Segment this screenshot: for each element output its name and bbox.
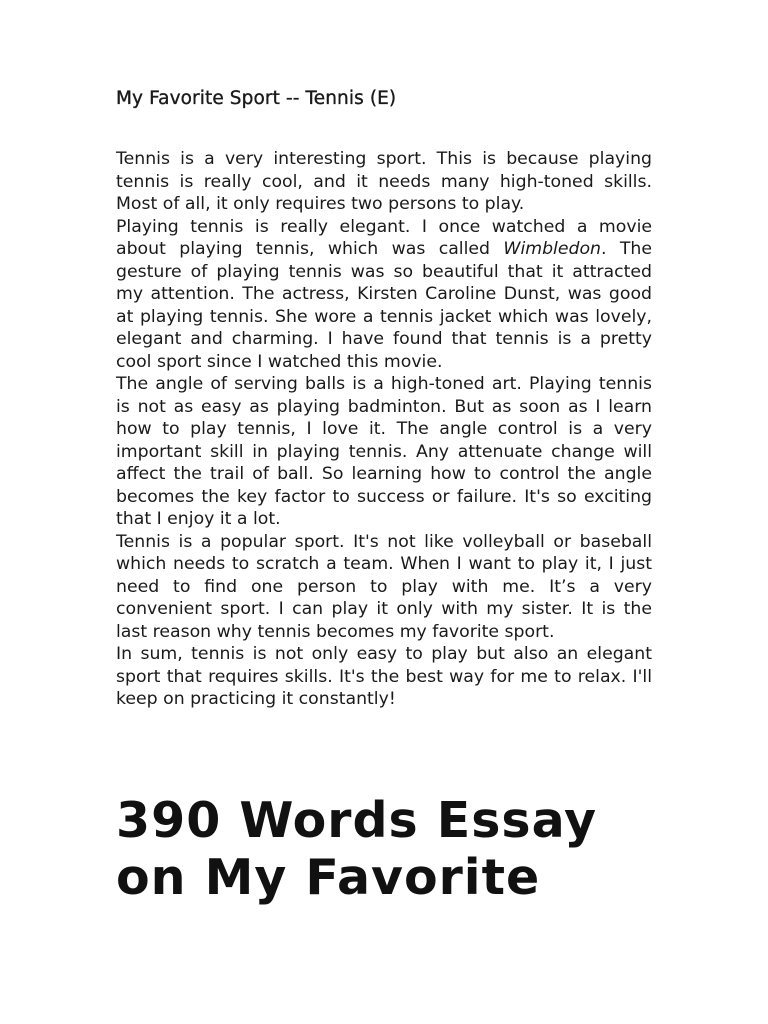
- paragraph-2-text-after: . The gesture of playing tennis was so beautiful that it attracted my attention. The actress, Kirsten Caroline Dunst, was good at playing tennis. She wore a tennis jacket which was lovely, elegant and charming. I have found that tennis is a pretty cool sport since I watched this movie.: [116, 239, 652, 372]
- essay-body: [116, 148, 652, 711]
- page-heading-line-2: on My Favorite: [116, 849, 541, 906]
- paragraph-5: In sum, tennis is not only easy to play but also an elegant sport that requires skills. It's the best way for me to relax. I'll keep on practicing it constantly!: [116, 644, 652, 709]
- paragraph-2-text-before: Playing tennis is really elegant. I once watched a movie about playing tennis, which was called: [116, 216, 652, 259]
- movie-title: Wimbledon: [503, 239, 601, 259]
- paragraph-1: Tennis is a very interesting sport. This is because playing tennis is really cool, and it needs many high-toned skills. Most of all, it only requires two persons to play.: [116, 149, 652, 214]
- paragraph-2: [116, 216, 652, 374]
- paragraph-3: The angle of serving balls is a high-toned art. Playing tennis is not as easy as playing badminton. But as soon as I learn how to play tennis, I love it. The angle control is a very important skill in playing tennis. Any attenuate change will affect the trail of ball. So learning how to control the angle becomes the key factor to success or failure. It's so exciting that I enjoy it a lot.: [116, 374, 652, 529]
- document-title: My Favorite Sport -- Tennis (E): [116, 88, 397, 109]
- paragraph-4: Tennis is a popular sport. It's not like volleyball or baseball which needs to scratch a team. When I want to play it, I just need to find one person to play with me. It’s a very convenient sport. I can play it only with my sister. It is the last reason why tennis becomes my favorite sport.: [116, 531, 652, 642]
- page-heading: [116, 792, 676, 906]
- page-heading-line-1: 390 Words Essay: [116, 792, 598, 849]
